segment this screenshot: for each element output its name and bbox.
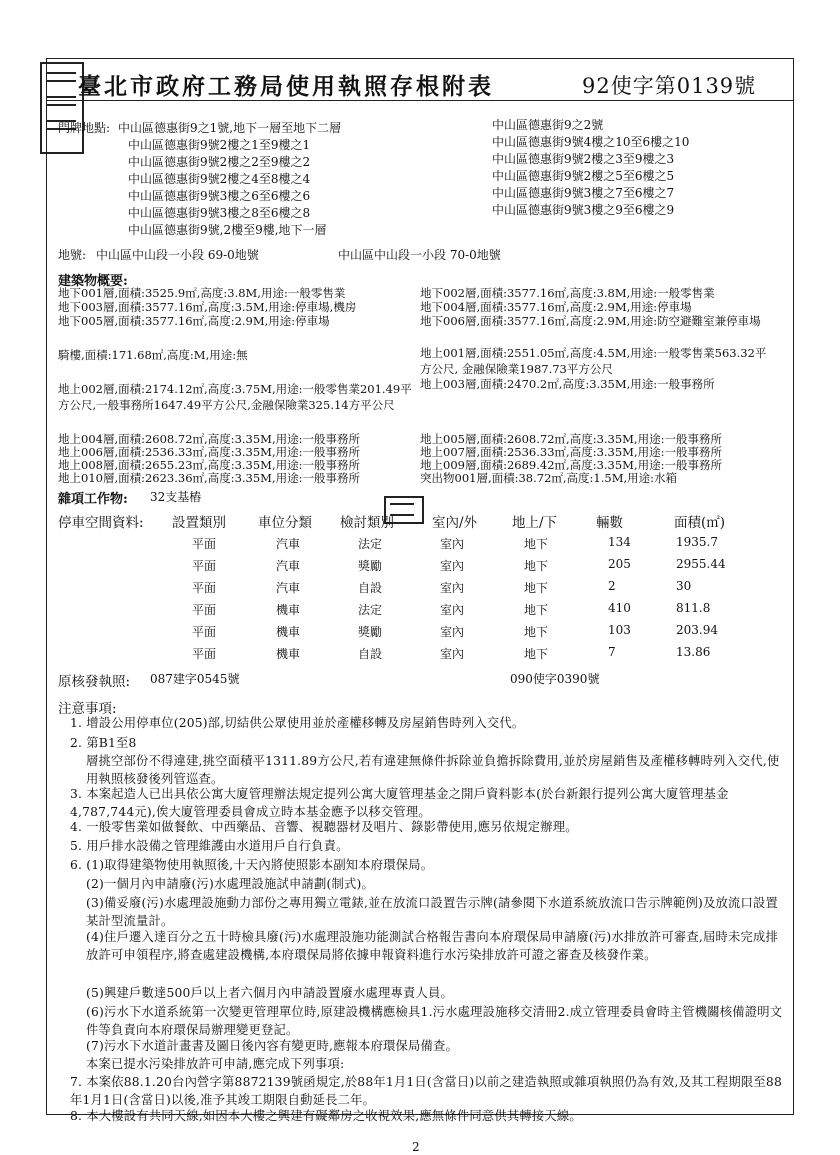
note-3: 3. 本案起造人已出具依公寓大廈管理辦法規定提列公寓大廈管理基金之開戶資料影本(於台新銀行提列公寓大廈管理基金4,787,744元),俟大廈管理委員會成立時本基金應予以移交管理。 bbox=[70, 787, 729, 819]
parking-cell-area: 811.8 bbox=[676, 601, 711, 615]
note-5: 5. 用戶排水設備之管理維護由水道用戶自行負責。 bbox=[70, 839, 349, 853]
parking-cell-review: 自設 bbox=[358, 581, 383, 595]
parking-cell-count: 205 bbox=[608, 557, 631, 571]
parking-cell-vehicle: 汽車 bbox=[276, 559, 301, 573]
parking-cell-count: 103 bbox=[608, 623, 631, 637]
parking-cell-type: 平面 bbox=[192, 559, 217, 573]
parking-cell-level: 地下 bbox=[524, 559, 549, 573]
parking-cell-review: 獎勵 bbox=[358, 625, 383, 639]
parking-cell-count: 2 bbox=[608, 579, 616, 593]
parking-cell-type: 平面 bbox=[192, 603, 217, 617]
address-right-3: 中山區德惠街9號2樓之3至9樓之3 bbox=[492, 152, 675, 166]
parking-cell-type: 平面 bbox=[192, 537, 217, 551]
parking-header-level: 地上/下 bbox=[512, 515, 558, 531]
address-left-2: 中山區德惠街9號2樓之1至9樓之1 bbox=[128, 138, 311, 152]
title-rule bbox=[46, 100, 794, 101]
parking-cell-count: 7 bbox=[608, 645, 616, 659]
note-8: 8. 本大樓設有共同天線,如因本大樓之興建有礙鄰房之收視效果,應無條件同意供其轉接天線。 bbox=[70, 1109, 582, 1123]
building-floor-8: 地上008層,面積:2655.23㎡,高度:3.35M,用途:一般事務所 bbox=[58, 458, 360, 472]
parking-cell-area: 2955.44 bbox=[676, 557, 726, 571]
parking-cell-level: 地下 bbox=[524, 537, 549, 551]
land-lot-2: 中山區中山段一小段 70-0地號 bbox=[338, 248, 501, 262]
parking-cell-area: 1935.7 bbox=[676, 535, 718, 549]
building-floor-10: 地上010層,面積:2623.36㎡,高度:3.35M,用途:一般事務所 bbox=[58, 471, 360, 485]
address-right-6: 中山區德惠街9號3樓之9至6樓之9 bbox=[492, 203, 675, 217]
origin-label: 原核發執照: bbox=[58, 674, 131, 690]
address-right-1: 中山區德惠街9之2號 bbox=[492, 118, 604, 132]
parking-cell-review: 獎勵 bbox=[358, 559, 383, 573]
building-row-3-left: 地下005層,面積:3577.16㎡,高度:2.9M,用途:停車場 bbox=[58, 314, 330, 328]
parking-cell-indoor: 室內 bbox=[440, 625, 465, 639]
address-left-5: 中山區德惠街9號3樓之6至6樓之6 bbox=[128, 189, 311, 203]
building-floor-3: 地上003層,面積:2470.2㎡,高度:3.35M,用途:一般事務所 bbox=[420, 377, 715, 391]
building-floor-4: 地上004層,面積:2608.72㎡,高度:3.35M,用途:一般事務所 bbox=[58, 432, 360, 446]
building-floor-2: 地上002層,面積:2174.12㎡,高度:3.75M,用途:一般零售業201.49平方公尺,一般事務所1647.49平方公尺,金融保險業325.14方平公尺 bbox=[58, 382, 412, 412]
building-row-1-right: 地下002層,面積:3577.16㎡,高度:3.8M,用途:一般零售業 bbox=[420, 286, 715, 300]
building-row-2-left: 地下003層,面積:3577.16㎡,高度:3.5M,用途:停車場,機房 bbox=[58, 300, 357, 314]
building-floor-6: 地上006層,面積:2536.33㎡,高度:3.35M,用途:一般事務所 bbox=[58, 445, 360, 459]
address-right-5: 中山區德惠街9號3樓之7至6樓之7 bbox=[492, 186, 675, 200]
parking-header-area: 面積(㎡) bbox=[674, 515, 726, 531]
note-6-6: (6)污水下水道系統第一次變更管理單位時,原建設機構應檢具1.污水處理設施移交清冊2.成立管理委員會時主管機關核備證明文件等負責向本府環保局辦理變更登記。 bbox=[86, 1005, 783, 1037]
address-left-3: 中山區德惠街9號2樓之2至9樓之2 bbox=[128, 155, 311, 169]
parking-cell-count: 410 bbox=[608, 601, 631, 615]
note-6-7: (7)污水下水道計畫書及圖日後內容有變更時,應報本府環保局備查。 bbox=[86, 1039, 459, 1053]
parking-cell-level: 地下 bbox=[524, 625, 549, 639]
address-left-6: 中山區德惠街9號3樓之8至6樓之8 bbox=[128, 206, 311, 220]
address-right-2: 中山區德惠街9號4樓之10至6樓之10 bbox=[492, 135, 690, 149]
origin-license-2: 090使字0390號 bbox=[510, 672, 600, 686]
building-label: 建築物概要: bbox=[58, 274, 128, 289]
building-protrusion: 突出物001層,面積:38.72㎡,高度:1.5M,用途:水箱 bbox=[420, 471, 678, 485]
misc-works-value: 32支基樁 bbox=[150, 490, 202, 504]
note-6-5: (5)興建戶數達500戶以上者六個月內申請設置廢水處理專責人員。 bbox=[86, 986, 454, 1000]
address-left-7: 中山區德惠街9號,2樓至9樓,地下一層 bbox=[128, 223, 327, 237]
parking-cell-area: 203.94 bbox=[676, 623, 718, 637]
origin-license-1: 087建字0545號 bbox=[150, 672, 240, 686]
misc-works-label: 雜項工作物: bbox=[58, 492, 128, 507]
parking-cell-type: 平面 bbox=[192, 625, 217, 639]
parking-cell-type: 平面 bbox=[192, 647, 217, 661]
note-6-4: (4)住戶遷入達百分之五十時檢具廢(污)水處理設施功能測試合格報告書向本府環保局申請廢(污)水排放許可審查,屆時未完成排放許可申領程序,將查處建設機構,本府環保局將依據申報資料進行水污染排放許可證之審查及核發作業。 bbox=[86, 930, 778, 962]
document-title: 臺北市政府工務局使用執照存根附表 bbox=[78, 73, 494, 100]
parking-header-type: 設置類別 bbox=[172, 515, 226, 531]
parking-cell-type: 平面 bbox=[192, 581, 217, 595]
parking-label: 停車空間資料: bbox=[58, 515, 144, 531]
land-lot-1: 中山區中山段一小段 69-0地號 bbox=[96, 248, 259, 262]
parking-cell-indoor: 室內 bbox=[440, 647, 465, 661]
parking-cell-vehicle: 機車 bbox=[276, 625, 301, 639]
note-6-8: 本案已提水污染排放許可申請,應完成下列事項: bbox=[86, 1057, 345, 1071]
building-floor-9: 地上009層,面積:2689.42㎡,高度:3.35M,用途:一般事務所 bbox=[420, 458, 722, 472]
note-6-1: 6. (1)取得建築物使用執照後,十天內將使照影本副知本府環保局。 bbox=[70, 858, 434, 872]
note-7: 7. 本案依88.1.20台內營字第8872139號函規定,於88年1月1日(含當日)以前之建造執照或雜項執照仍為有效,及其工程期限至88年1月1日(含當日)以後,准予其竣工期限自動延長二年。 bbox=[70, 1075, 782, 1107]
building-row-3-right: 地下006層,面積:3577.16㎡,高度:2.9M,用途:防空避難室兼停車場 bbox=[420, 314, 761, 328]
note-2-body: 層挑空部份不得違建,挑空面積平1311.89方公尺,若有違建無條件拆除並負擔拆除費用,並於房屋銷售及產權移轉時列入交代,使用執照核發後列管巡查。 bbox=[86, 754, 780, 786]
parking-header-vehicle: 車位分類 bbox=[258, 515, 312, 531]
page-number: 2 bbox=[412, 1140, 420, 1154]
parking-cell-indoor: 室內 bbox=[440, 559, 465, 573]
parking-cell-vehicle: 汽車 bbox=[276, 537, 301, 551]
note-4: 4. 一般零售業如做餐飲、中西藥品、音響、視聽器材及唱片、錄影帶使用,應另依規定辦理。 bbox=[70, 820, 578, 834]
parking-cell-indoor: 室內 bbox=[440, 581, 465, 595]
note-6-2: (2)一個月內申請廢(污)水處理設施試申請劃(制式)。 bbox=[86, 877, 374, 891]
parking-cell-count: 134 bbox=[608, 535, 631, 549]
address-label: 門牌地點: bbox=[58, 121, 111, 135]
permit-number: 92使字第0139號 bbox=[582, 74, 757, 98]
building-floor-5: 地上005層,面積:2608.72㎡,高度:3.35M,用途:一般事務所 bbox=[420, 432, 722, 446]
parking-cell-review: 法定 bbox=[358, 603, 383, 617]
address-left-4: 中山區德惠街9號2樓之4至8樓之4 bbox=[128, 172, 311, 186]
parking-header-review: 檢討類別 bbox=[340, 515, 394, 531]
address-left-1: 中山區德惠街9之1號,地下一層至地下二層 bbox=[118, 121, 342, 135]
address-right-4: 中山區德惠街9號2樓之5至6樓之5 bbox=[492, 169, 675, 183]
parking-cell-area: 13.86 bbox=[676, 645, 711, 659]
parking-cell-level: 地下 bbox=[524, 647, 549, 661]
parking-header-count: 輛數 bbox=[596, 515, 623, 531]
parking-cell-area: 30 bbox=[676, 579, 692, 593]
parking-cell-vehicle: 機車 bbox=[276, 603, 301, 617]
notes-label: 注意事項: bbox=[58, 701, 117, 717]
note-1: 1. 增設公用停車位(205)部,切結供公眾使用並於產權移轉及房屋銷售時列入交代。 bbox=[70, 716, 525, 730]
parking-cell-indoor: 室內 bbox=[440, 537, 465, 551]
building-floor-1: 地上001層,面積:2551.05㎡,高度:4.5M,用途:一般零售業563.32平方公尺, 金融保險業1987.73平方公尺 bbox=[420, 346, 767, 376]
parking-cell-vehicle: 機車 bbox=[276, 647, 301, 661]
parking-cell-vehicle: 汽車 bbox=[276, 581, 301, 595]
parking-cell-level: 地下 bbox=[524, 603, 549, 617]
note-6-3: (3)備妥廢(污)水處理設施動力部份之專用獨立電錶,並在放流口設置告示牌(請參閱下水道系統放流口告示牌範例)及放流口設置某計型流量計。 bbox=[86, 896, 778, 928]
building-arcade: 騎樓,面積:171.68㎡,高度:M,用途:無 bbox=[58, 348, 248, 362]
note-2-header: 2. 第B1至8 bbox=[70, 736, 137, 750]
building-row-1-left: 地下001層,面積:3525.9㎡,高度:3.8M,用途:一般零售業 bbox=[58, 286, 346, 300]
parking-cell-review: 自設 bbox=[358, 647, 383, 661]
parking-cell-review: 法定 bbox=[358, 537, 383, 551]
building-floor-7: 地上007層,面積:2536.33㎡,高度:3.35M,用途:一般事務所 bbox=[420, 445, 722, 459]
parking-cell-level: 地下 bbox=[524, 581, 549, 595]
parking-header-indoor: 室內/外 bbox=[432, 515, 478, 531]
building-row-2-right: 地下004層,面積:3577.16㎡,高度:2.9M,用途:停車場 bbox=[420, 300, 692, 314]
land-label: 地號: bbox=[58, 248, 87, 262]
parking-cell-indoor: 室內 bbox=[440, 603, 465, 617]
